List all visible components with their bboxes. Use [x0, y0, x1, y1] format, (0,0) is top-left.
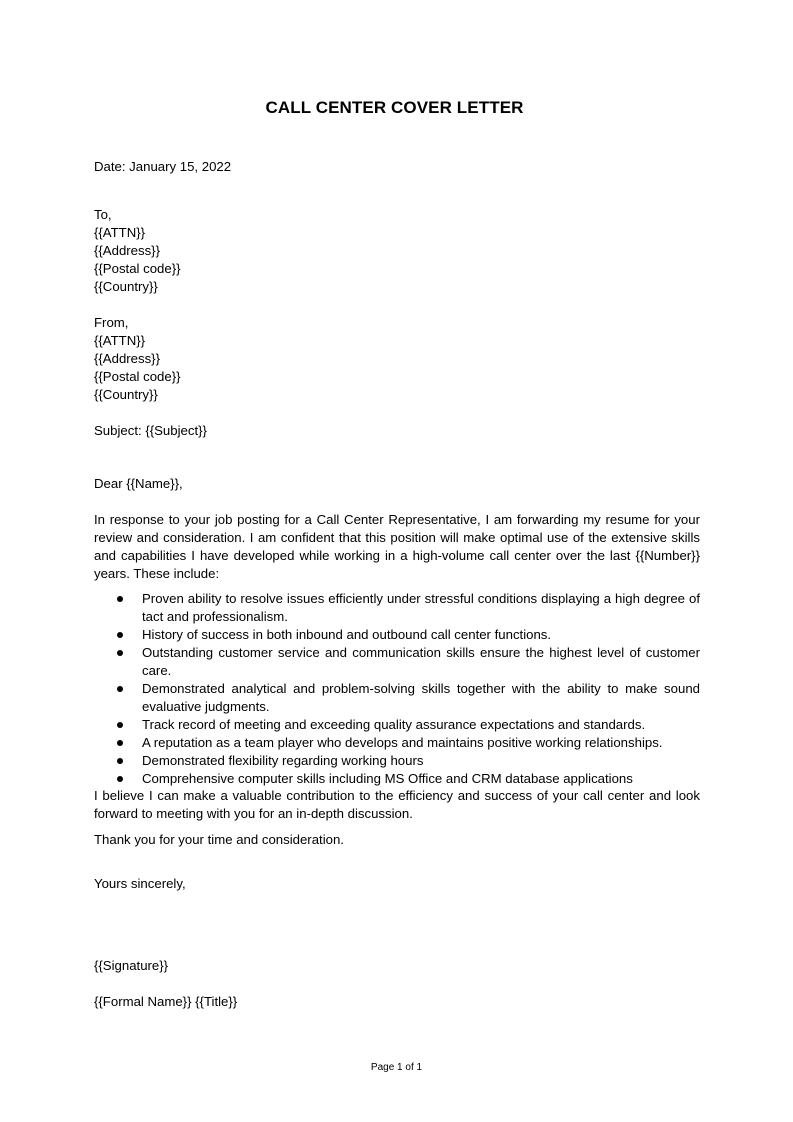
bullet-icon	[117, 740, 123, 746]
bullet-icon	[117, 686, 123, 692]
bullet-icon	[117, 650, 123, 656]
bullet-icon	[117, 758, 123, 764]
bullet-icon	[117, 722, 123, 728]
thanks-line: Thank you for your time and consideration.	[94, 832, 344, 847]
list-item	[94, 734, 700, 752]
bullet-icon	[117, 596, 123, 602]
list-item	[94, 716, 700, 734]
list-item-text: History of success in both inbound and outbound call center functions.	[142, 627, 552, 642]
salutation: Dear {{Name}},	[94, 476, 183, 491]
list-item	[94, 590, 700, 626]
bullet-icon	[117, 632, 123, 638]
to-postal-code: {{Postal code}}	[94, 261, 181, 276]
list-item-text: Proven ability to resolve issues efficiently under stressful conditions displaying a high degree of tact and professionalism.	[142, 591, 700, 624]
closing-paragraph: I believe I can make a valuable contribution to the efficiency and success of your call center and look forward to meeting with you for an in-depth discussion.	[94, 788, 700, 821]
from-address: {{Address}}	[94, 351, 160, 366]
document-title: CALL CENTER COVER LETTER	[265, 98, 524, 117]
list-item	[94, 680, 700, 716]
subject-line: Subject: {{Subject}}	[94, 423, 207, 438]
to-label: To,	[94, 207, 112, 222]
from-country: {{Country}}	[94, 387, 158, 402]
from-postal-code: {{Postal code}}	[94, 369, 181, 384]
to-address: {{Address}}	[94, 243, 160, 258]
list-item	[94, 770, 700, 788]
from-attn: {{ATTN}}	[94, 333, 146, 348]
list-item-text: Demonstrated analytical and problem-solving skills together with the ability to make sound evaluative judgments.	[142, 681, 700, 714]
list-item-text: A reputation as a team player who develops and maintains positive working relationships.	[142, 735, 663, 750]
list-item	[94, 752, 700, 770]
to-attn: {{ATTN}}	[94, 225, 146, 240]
date-line: Date: January 15, 2022	[94, 159, 232, 174]
list-item-text: Outstanding customer service and communication skills ensure the highest level of customer care.	[142, 645, 700, 678]
list-item-text: Demonstrated flexibility regarding working hours	[142, 753, 424, 768]
from-label: From,	[94, 315, 129, 330]
bullet-icon	[117, 776, 123, 782]
list-item	[94, 644, 700, 680]
formal-name-title: {{Formal Name}} {{Title}}	[94, 994, 238, 1009]
list-item-text: Track record of meeting and exceeding quality assurance expectations and standards.	[142, 717, 646, 732]
list-item-text: Comprehensive computer skills including MS Office and CRM database applications	[142, 771, 633, 786]
page-number: Page 1 of 1	[370, 1062, 423, 1073]
sign-off: Yours sincerely,	[94, 876, 186, 891]
to-country: {{Country}}	[94, 279, 158, 294]
signature-placeholder: {{Signature}}	[94, 958, 169, 973]
list-item	[94, 626, 700, 644]
qualifications-list	[94, 590, 700, 788]
intro-paragraph: In response to your job posting for a Call Center Representative, I am forwarding my resume for your review and consideration. I am confident that this position will make optimal use of the extensive skills and capabilities I have developed while working in a high-volume call center over the last {{Number}} years. These include:	[94, 512, 700, 581]
